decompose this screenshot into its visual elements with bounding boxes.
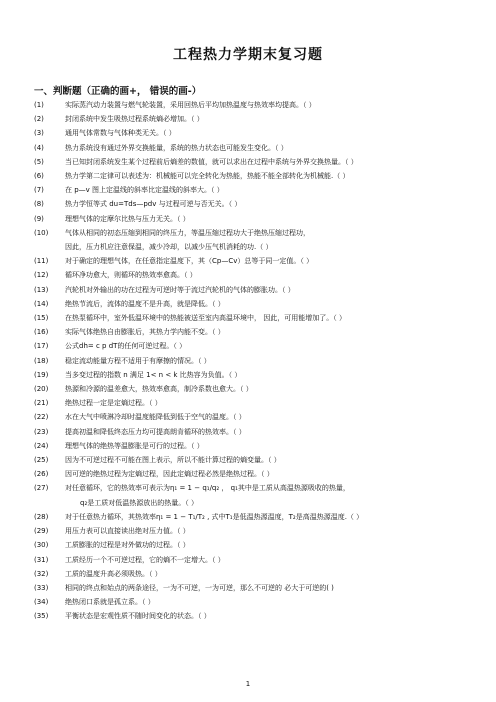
question-number: (14)	[34, 299, 49, 308]
question-text: 通用气体常数与气体种类无关。（ ）	[65, 129, 176, 138]
question-item	[34, 155, 472, 169]
question-number: (3)	[34, 129, 44, 138]
question-list	[34, 98, 472, 624]
question-text: 平衡状态是宏观性质不随时间变化的状态。（ ）	[65, 612, 211, 621]
question-text: 水在大气中喷淋冷却时温度能降低到低于空气的温度。（ ）	[65, 413, 246, 422]
question-text: 绝热节流后，流体的温度不是升高，就是降低。（ ）	[65, 299, 225, 308]
question-text: 对任意循环，它的热效率可表示为η₁ = 1 − q₁/q₂ ， q₁其中是工质从高温热源吸收的热量，	[65, 484, 350, 493]
question-number: (19)	[34, 370, 49, 379]
question-text: 热力学恒等式 du=Tds—pdv 与过程可逆与否无关。（ ）	[65, 200, 242, 209]
question-number: (15)	[34, 314, 49, 323]
question-number: (10)	[34, 228, 49, 237]
question-text: 工质膨胀的过程是对外做功的过程。（ ）	[65, 541, 190, 550]
question-text: 绝热闭口系就是孤立系。（ ）	[65, 598, 155, 607]
question-text: 热源和冷源的温差愈大，热效率愈高，制冷系数也愈大。（ ）	[65, 385, 253, 394]
question-item	[34, 595, 472, 609]
question-number: (21)	[34, 399, 49, 408]
question-number: (24)	[34, 441, 49, 450]
question-item	[34, 226, 472, 240]
page-title: 工程热力学期末复习题	[173, 47, 323, 63]
question-item	[34, 396, 472, 410]
question-text: 提高初温和降低终态压力均可提高朗肯循环的热效率。（ ）	[65, 427, 246, 436]
question-text: 理想气体的定摩尔比热与压力无关。（ ）	[65, 214, 190, 223]
question-item	[34, 141, 472, 155]
question-text: 因可逆的绝热过程为定熵过程，因此定熵过程必然是绝热过程。（ ）	[65, 470, 274, 479]
question-text: 实际气体绝热自由膨胀后，其热力学内能不变。（ ）	[65, 328, 225, 337]
question-item	[34, 538, 472, 552]
question-item	[34, 297, 472, 311]
question-text: 稳定流动能量方程不适用于有摩擦的情况。（ ）	[65, 356, 211, 365]
question-text: 气体从相同的初态压缩到相同的终压力，等温压缩过程功大于绝热压缩过程功，	[65, 228, 310, 237]
question-text: 热力系统没有通过外界交换能量，系统的热力状态也可能发生变化。（ ）	[65, 143, 288, 152]
question-number: (5)	[34, 157, 44, 166]
question-number: (31)	[34, 555, 49, 564]
question-text: 实际蒸汽动力装置与燃气轮装置，采用回热后平均加热温度与热效率均提高。（ ）	[65, 101, 316, 109]
question-item	[34, 368, 472, 382]
question-item	[34, 581, 472, 595]
question-text: 在热泵循环中，室外低温环境中的热能被送至室内高温环境中， 因此，可用能增加了。（ ）	[65, 314, 346, 323]
question-text: 当多变过程的指数 n 满足 1< n < k 比热容为负值。（ ）	[65, 370, 242, 379]
question-number: (9)	[34, 214, 44, 223]
question-number: (8)	[34, 200, 44, 209]
question-number: (18)	[34, 356, 49, 365]
question-text: 在 p—v 图上定温线的斜率比定温线的斜率大。（ ）	[65, 186, 224, 195]
question-item	[34, 453, 472, 467]
question-number: (35)	[34, 612, 49, 621]
question-item	[34, 126, 472, 140]
question-item	[34, 553, 472, 567]
question-text: 当已知封闭系统发生某个过程前后熵差的数值，就可以求出在过程中系统与外界交换热量。（ ）	[65, 157, 358, 166]
question-item	[34, 567, 472, 581]
question-number: (33)	[34, 583, 49, 592]
question-item	[34, 197, 472, 211]
question-number: (16)	[34, 328, 49, 337]
question-item	[34, 609, 472, 623]
question-item	[34, 98, 472, 112]
question-number: (30)	[34, 541, 49, 550]
question-item	[34, 311, 472, 325]
question-text-continuation: 因此，压力机应注意保温，减少冷却，以减少压气机消耗的功.（ ）	[65, 243, 273, 252]
question-text: 对于任意热力循环，其热效率η₁ = 1 − T₁/T₂ , 式中T₁是低温热源温度，T₂是高温热源温度.（ ）	[65, 512, 364, 521]
question-item	[34, 524, 472, 538]
question-number: (13)	[34, 285, 49, 294]
question-number: (17)	[34, 342, 49, 351]
question-item	[34, 283, 472, 297]
question-text: 理想气体的绝热等温膨胀是可行的过程。（ ）	[65, 441, 204, 450]
question-item	[34, 339, 472, 353]
question-number: (22)	[34, 413, 49, 422]
question-number: (12)	[34, 271, 49, 280]
question-item	[34, 169, 472, 183]
question-text: 绝热过程一定是定熵过程。（ ）	[65, 399, 162, 408]
question-number: (28)	[34, 512, 49, 521]
question-text: 公式dh= c p dT的任何可逆过程。（ ）	[65, 342, 187, 351]
question-number: (2)	[34, 115, 44, 124]
question-item	[34, 425, 472, 439]
question-text: 循环净功愈大，则循环的热效率愈高。（ ）	[65, 271, 197, 280]
question-text: 汽轮机对外输出的功在过程为可逆时等于流过汽轮机的气体的膨胀功。（ ）	[65, 285, 295, 294]
question-item	[34, 481, 472, 495]
question-number: (1)	[34, 101, 44, 109]
question-number: (20)	[34, 385, 49, 394]
question-number: (34)	[34, 598, 49, 607]
question-text: 用压力表可以直接读出绝对压力值。（ ）	[65, 527, 190, 536]
question-text: 对于确定的理想气体，在任意指定温度下，其（Cp—Cv）总等于同一定值。（ ）	[65, 257, 314, 266]
question-item	[34, 268, 472, 282]
question-item	[34, 354, 472, 368]
question-number: (23)	[34, 427, 49, 436]
page-number: 1	[245, 680, 251, 688]
question-text: 工质经历一个不可逆过程，它的熵不一定增大。（ ）	[65, 555, 225, 564]
question-number: (25)	[34, 456, 49, 465]
section-title: 一、判断题（正确的画+， 错误的画-）	[34, 86, 202, 97]
question-number: (4)	[34, 143, 44, 152]
question-number: (27)	[34, 484, 49, 493]
question-number: (29)	[34, 527, 49, 536]
question-item	[34, 112, 472, 126]
question-text: 因为不可逆过程不可能在图上表示，所以不能计算过程的熵变量。（ ）	[65, 456, 281, 465]
question-text: 工质的温度升高必须吸热。（ ）	[65, 569, 162, 578]
question-item	[34, 183, 472, 197]
question-number: (32)	[34, 569, 49, 578]
question-item	[34, 410, 472, 424]
question-item	[34, 212, 472, 226]
question-number: (11)	[34, 257, 49, 266]
question-item	[34, 510, 472, 524]
question-item	[34, 382, 472, 396]
question-text: 热力学第二定律可以表述为：机械能可以完全转化为热能，热能不能全部转化为机械能.（ ）	[65, 172, 350, 181]
question-number: (7)	[34, 186, 44, 195]
question-item	[34, 254, 472, 268]
question-text: 相同的终点和始点的两条途径，一为不可逆，一为可逆，那么不可逆的 必大于可逆的( )	[65, 583, 334, 592]
question-item	[34, 325, 472, 339]
question-item	[34, 439, 472, 453]
question-item	[34, 467, 472, 481]
question-text: 封闭系统中发生吸热过程系统熵必增加。（ ）	[65, 115, 204, 124]
question-number: (26)	[34, 470, 49, 479]
question-number: (6)	[34, 172, 44, 181]
question-text-continuation: q₂是工质对低温热源放出的热量。（ ）	[80, 498, 198, 507]
